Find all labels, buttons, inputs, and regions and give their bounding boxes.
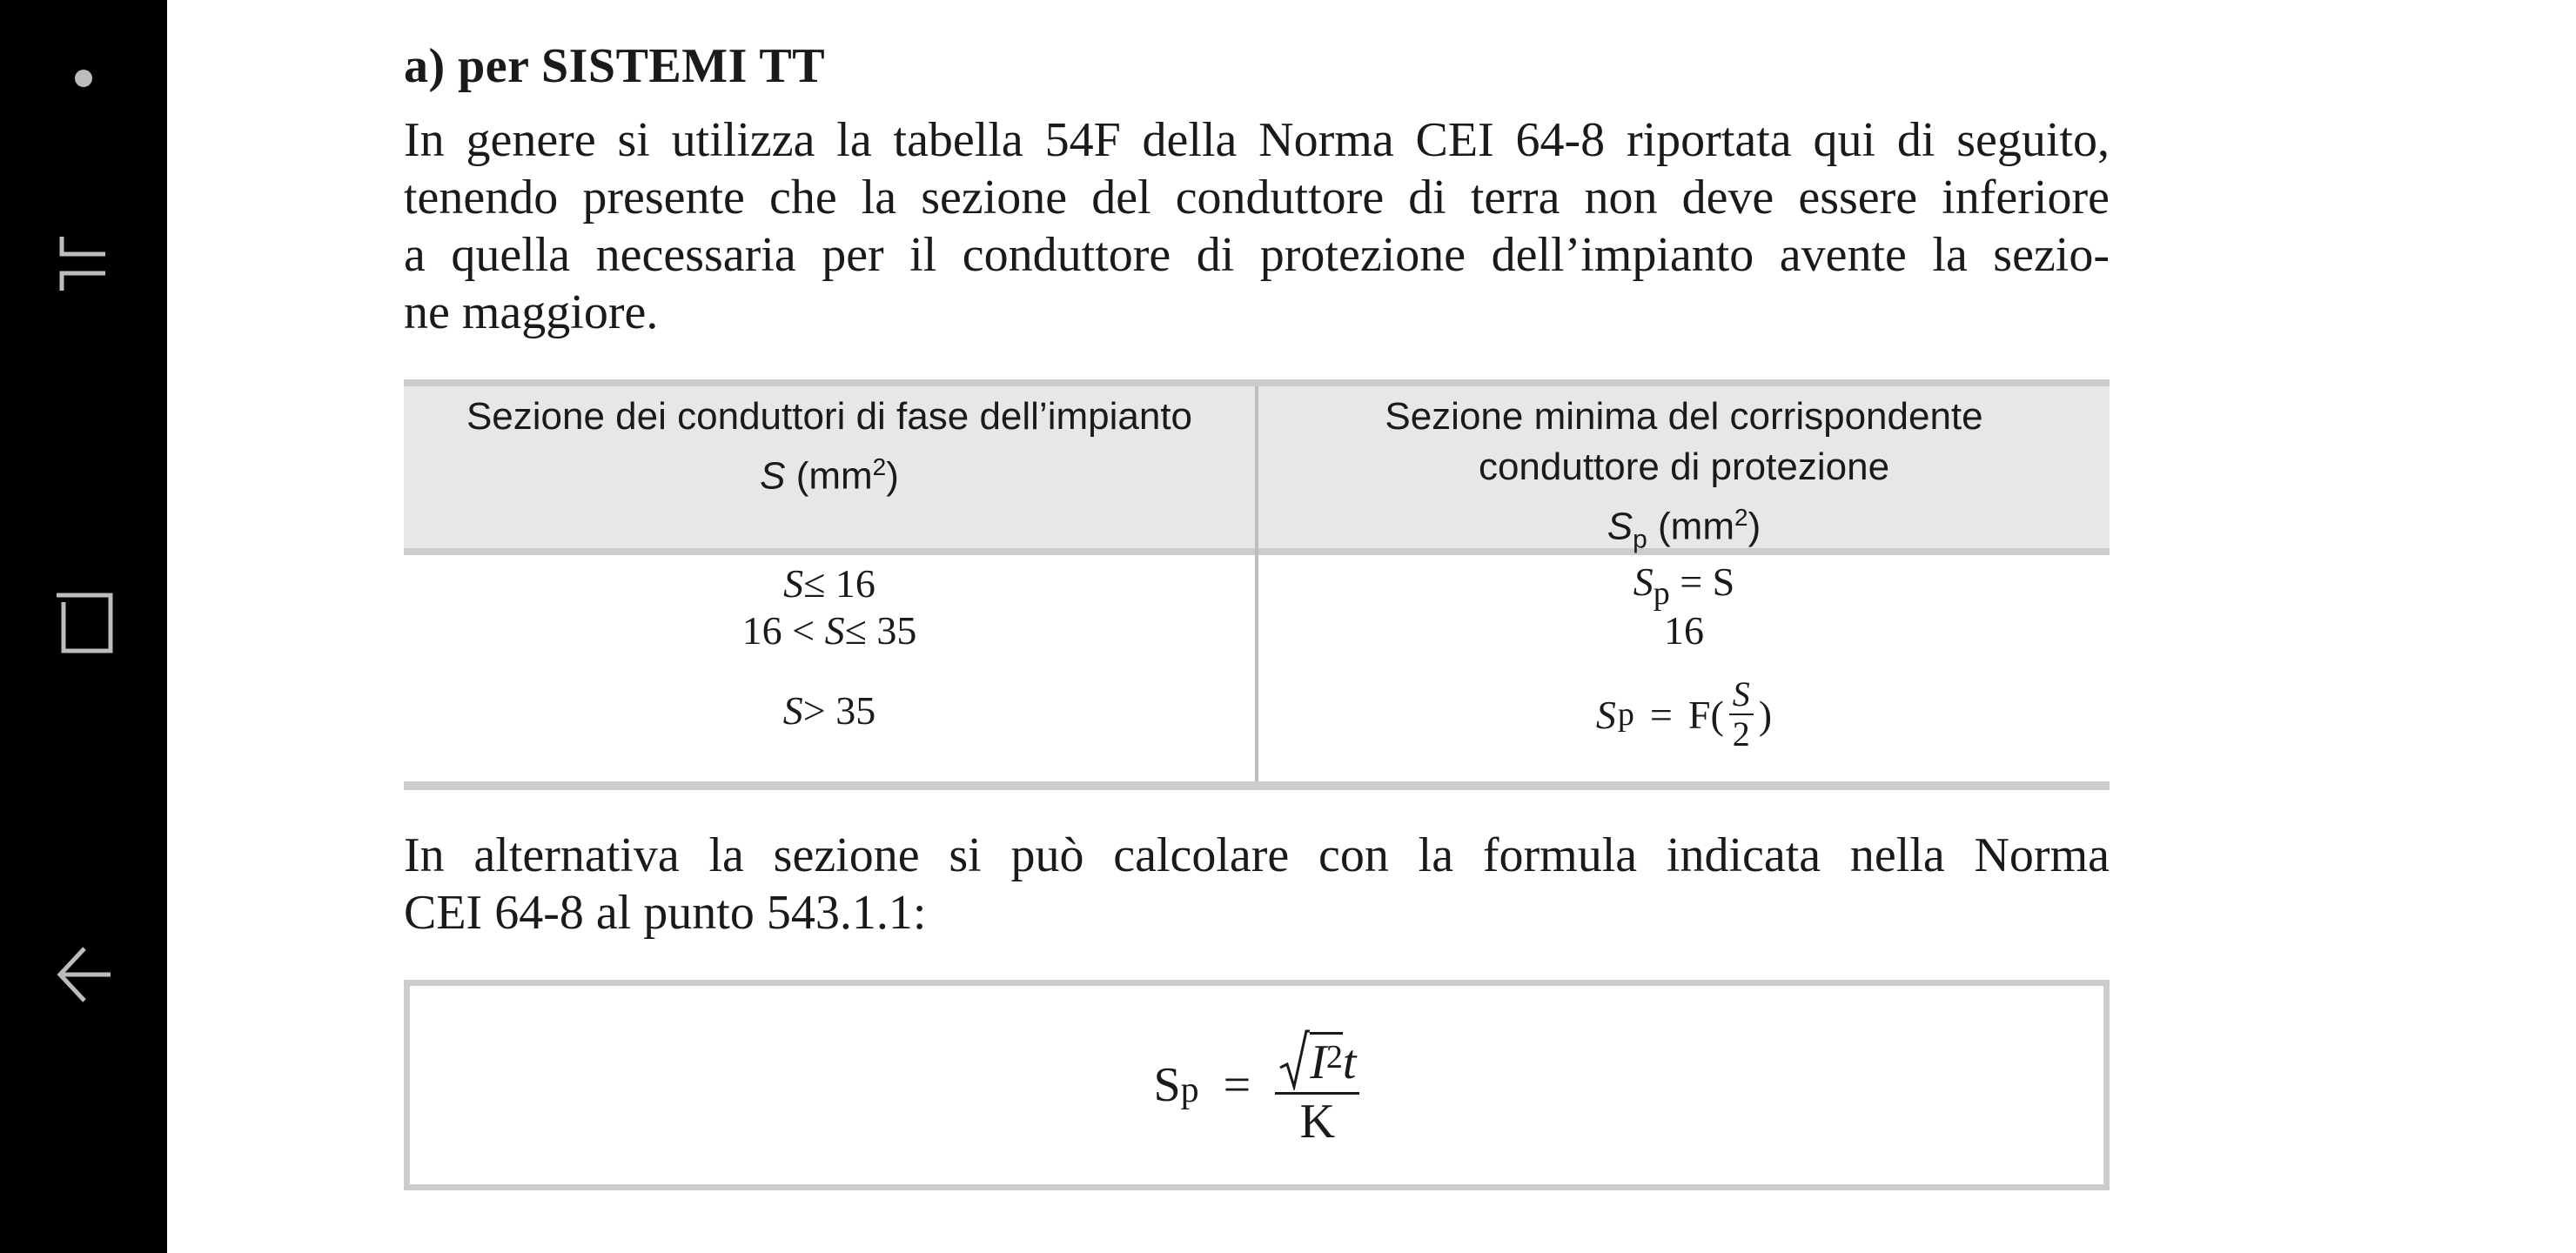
- table-bottom-rule: [404, 781, 2110, 790]
- col2-header-close: ): [1748, 505, 1761, 548]
- row1-right-eq: = S: [1680, 559, 1735, 604]
- symbol-s: S: [782, 688, 803, 733]
- col2-header-symbol: S: [1607, 505, 1633, 548]
- row2-right-text: 16: [1664, 608, 1704, 653]
- formula-numerator: [1275, 1029, 1359, 1095]
- alt-line: CEI 64-8 al punto 543.1.1:: [404, 886, 927, 940]
- document-page[interactable]: [167, 0, 2576, 1253]
- row3-left-text: > 35: [802, 688, 876, 733]
- col1-header-symbol: S: [760, 454, 786, 498]
- table-cell-row3-left: [404, 687, 1255, 734]
- col1-header-sup: 2: [872, 453, 887, 480]
- conductor-section-table: [404, 379, 2110, 790]
- col1-header: [404, 392, 1255, 502]
- row1-left-text: ≤ 16: [803, 561, 875, 606]
- intro-line: ne maggiore.: [404, 285, 659, 339]
- col2-header-unit: (mm: [1658, 505, 1734, 548]
- intro-line: a quella necessaria per il conduttore di protezione dell’impianto avente la sezio-: [404, 228, 2110, 282]
- col2-header-unit-line: [1258, 492, 2110, 565]
- intro-line: In genere si utilizza la tabella 54F della Norma CEI 64-8 riportata qui di seguito,: [404, 113, 2110, 167]
- fraction: [1729, 675, 1754, 754]
- recents-icon[interactable]: [40, 219, 127, 306]
- radicand: [1310, 1032, 1343, 1090]
- section-heading: a) per SISTEMI TT: [404, 39, 826, 93]
- symbol-sub-p: p: [1617, 696, 1634, 733]
- dot-icon[interactable]: [40, 35, 127, 122]
- formula-denominator: K: [1299, 1094, 1336, 1149]
- col1-header-unit: (mm: [795, 454, 873, 498]
- col2-header-title-2: conduttore di protezione: [1478, 446, 1890, 488]
- row3-right-formula: [1596, 675, 1772, 754]
- row2-left-b: ≤ 35: [844, 608, 917, 653]
- navigation-bar: [0, 0, 167, 1253]
- symbol-s: S: [824, 608, 845, 653]
- intro-line: tenendo presente che la sezione del conduttore di terra non deve essere inferiore: [404, 171, 2110, 224]
- col2-header-title: Sezione minima del corrispondente: [1385, 395, 1983, 438]
- home-square-icon[interactable]: [40, 580, 127, 667]
- row2-left-a: 16 <: [741, 608, 815, 653]
- formula-equals: =: [1223, 1058, 1251, 1112]
- col1-header-close: ): [886, 454, 899, 498]
- table-cell-row2-left: [404, 607, 1255, 653]
- col2-header: [1258, 392, 2110, 565]
- symbol-s: S: [783, 561, 804, 606]
- formula-lhs-sub: p: [1180, 1070, 1199, 1110]
- intro-paragraph: [404, 111, 2110, 341]
- symbol-s: S: [1633, 559, 1654, 604]
- formula-time: t: [1342, 1035, 1357, 1089]
- symbol-s: S: [1595, 692, 1616, 737]
- alt-line: In alternativa la sezione si può calcolare con la formula indicata nella Norma: [404, 828, 2110, 882]
- equals-sign: =: [1649, 692, 1673, 737]
- table-cell-row2-right: [1258, 607, 2110, 653]
- table-cell-row1-right: [1258, 559, 2110, 613]
- formula-fraction: [1275, 1029, 1359, 1149]
- col1-header-unit-line: [404, 442, 1255, 502]
- alternative-paragraph: [404, 827, 2110, 941]
- formula-current: I: [1310, 1035, 1326, 1089]
- square-root-icon: [1278, 1029, 1310, 1090]
- row3-right-f: F(: [1687, 692, 1724, 737]
- formula-lhs: S: [1153, 1058, 1181, 1112]
- table-top-rule: [404, 379, 2110, 386]
- back-arrow-icon[interactable]: [40, 931, 127, 1018]
- fraction-numerator: S: [1729, 675, 1754, 715]
- fraction-denominator: 2: [1732, 714, 1750, 754]
- table-cell-row3-right: [1258, 675, 2110, 762]
- table-cell-row1-left: [404, 560, 1255, 606]
- row3-right-close: ): [1758, 692, 1773, 737]
- col2-header-sup: 2: [1734, 504, 1748, 531]
- formula-exponent: 2: [1325, 1038, 1343, 1075]
- formula-box: [404, 980, 2110, 1190]
- col2-header-sub: p: [1633, 525, 1647, 554]
- col1-header-title: Sezione dei conduttori di fase dell’impianto: [466, 395, 1193, 438]
- protection-conductor-formula: [410, 986, 2103, 1184]
- symbol-sub-p: p: [1653, 575, 1670, 613]
